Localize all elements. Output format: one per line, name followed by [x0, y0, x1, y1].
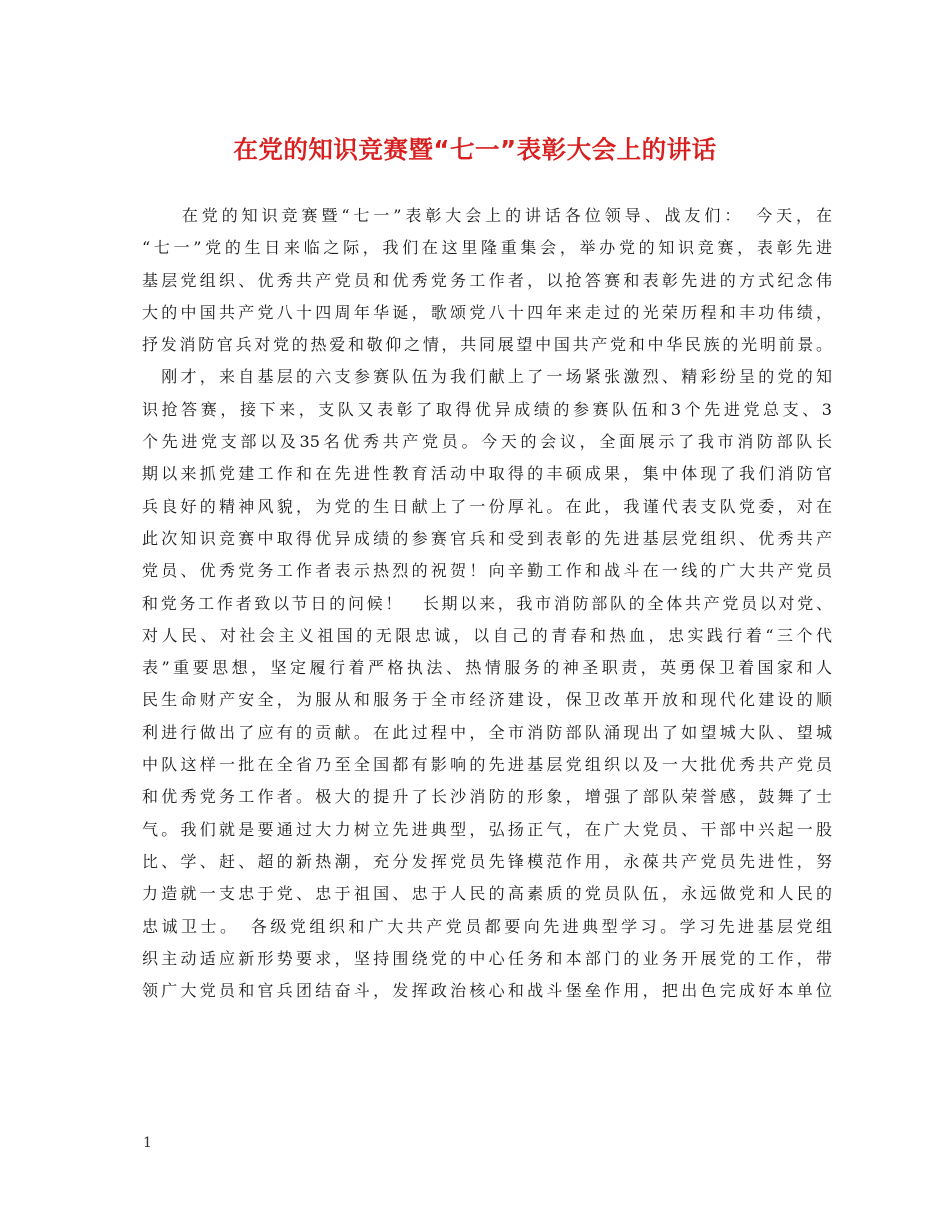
- body-line: 力造就一支忠于党、忠于祖国、忠于人民的高素质的党员队伍，永远做党和人民的: [142, 884, 832, 904]
- body-line: 党员、优秀党务工作者表示热烈的祝贺！向辛勤工作和战斗在一线的广大共产党员: [142, 561, 832, 581]
- body-line: 和党务工作者致以节日的问候！ 长期以来，我市消防部队的全体共产党员以对党、: [142, 593, 832, 613]
- body-line: 和优秀党务工作者。极大的提升了长沙消防的形象，增强了部队荣誉感，鼓舞了士: [142, 787, 832, 807]
- body-line: 中队这样一批在全省乃至全国都有影响的先进基层党组织以及一大批优秀共产党员: [142, 755, 832, 775]
- body-line: 个先进党支部以及35名优秀共产党员。今天的会议，全面展示了我市消防部队长: [142, 432, 832, 452]
- document-title: 在党的知识竞赛暨“七一”表彰大会上的讲话: [233, 135, 717, 164]
- body-line: 抒发消防官兵对党的热爱和敬仰之情，共同展望中国共产党和中华民族的光明前景。: [142, 335, 832, 355]
- body-line: 气。我们就是要通过大力树立先进典型，弘扬正气，在广大党员、干部中兴起一股: [142, 819, 832, 839]
- body-line: 表”重要思想，坚定履行着严格执法、热情服务的神圣职责，英勇保卫着国家和人: [142, 658, 832, 678]
- body-line: 期以来抓党建工作和在先进性教育活动中取得的丰硕成果，集中体现了我们消防官: [142, 464, 832, 484]
- page-number: 1: [143, 1135, 152, 1151]
- body-line: 利进行做出了应有的贡献。在此过程中，全市消防部队涌现出了如望城大队、望城: [142, 722, 832, 742]
- body-line: 织主动适应新形势要求，坚持围绕党的中心任务和本部门的业务开展党的工作，带: [142, 948, 832, 968]
- body-line: 忠诚卫士。 各级党组织和广大共产党员都要向先进典型学习。学习先进基层党组: [142, 916, 832, 936]
- body-line: 此次知识竞赛中取得优异成绩的参赛官兵和受到表彰的先进基层党组织、优秀共产: [142, 528, 832, 548]
- body-line: 识抢答赛，接下来，支队又表彰了取得优异成绩的参赛队伍和3个先进党总支、3: [142, 399, 832, 419]
- body-line: 比、学、赶、超的新热潮，充分发挥党员先锋模范作用，永葆共产党员先进性，努: [142, 851, 832, 871]
- body-line: 在党的知识竞赛暨“七一”表彰大会上的讲话各位领导、战友们： 今天，在: [142, 206, 832, 225]
- body-line: 大的中国共产党八十四周年华诞，歌颂党八十四年来走过的光荣历程和丰功伟绩，: [142, 302, 832, 322]
- body-line: 基层党组织、优秀共产党员和优秀党务工作者，以抢答赛和表彰先进的方式纪念伟: [142, 270, 832, 290]
- body-line: 兵良好的精神风貌，为党的生日献上了一份厚礼。在此，我谨代表支队党委，对在: [142, 496, 832, 516]
- body-line: 领广大党员和官兵团结奋斗，发挥政治核心和战斗堡垒作用，把出色完成好本单位: [142, 981, 832, 1001]
- document-body: [142, 200, 832, 1007]
- body-line: “七一”党的生日来临之际，我们在这里隆重集会，举办党的知识竞赛，表彰先进: [142, 238, 832, 258]
- body-line: 民生命财产安全，为服从和服务于全市经济建设，保卫改革开放和现代化建设的顺: [142, 690, 832, 710]
- body-line: 对人民、对社会主义祖国的无限忠诚，以自己的青春和热血，忠实践行着“三个代: [142, 625, 832, 645]
- body-line: 刚才，来自基层的六支参赛队伍为我们献上了一场紧张激烈、精彩纷呈的党的知: [142, 367, 832, 387]
